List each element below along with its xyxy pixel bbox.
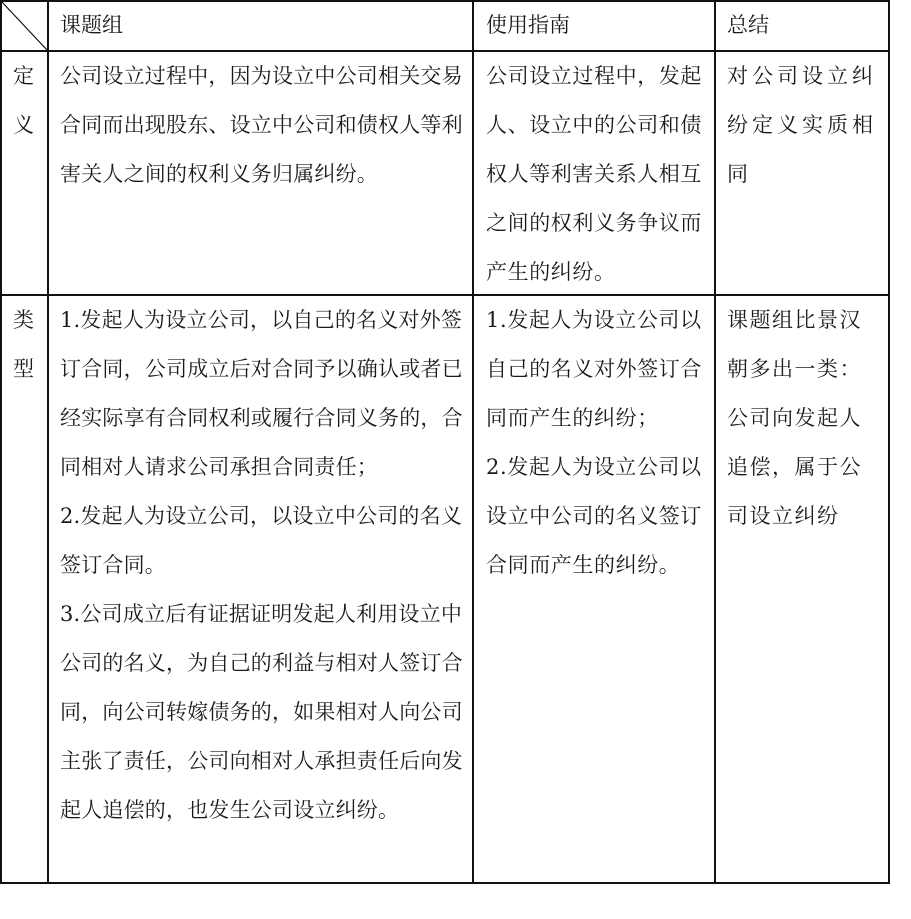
column-divider-2 xyxy=(472,0,474,884)
table-border-bottom xyxy=(0,882,890,884)
row-label-definition: 定义 xyxy=(13,64,34,137)
column-divider-3 xyxy=(714,0,716,884)
header-col-research-group: 课题组 xyxy=(60,13,123,37)
corner-diagonal xyxy=(0,0,50,52)
table-border-left xyxy=(0,0,2,884)
types-research-group-item-1: 1.发起人为设立公司，以自己的名义对外签订合同，公司成立后对合同予以确认或者已经实际享有合同权利或履行合同义务的，合同相对人请求公司承担合同责任； xyxy=(60,308,463,479)
types-guide-item-1: 1.发起人为设立公司以自己的名义对外签订合同而产生的纠纷； xyxy=(486,308,702,430)
row-label-types: 类型 xyxy=(13,308,34,381)
types-research-group-item-2: 2.发起人为设立公司，以设立中公司的名义签订合同。 xyxy=(60,504,463,577)
types-summary: 课题组比景汉朝多出一类：公司向发起人追偿，属于公司设立纠纷 xyxy=(727,308,862,528)
definition-research-group: 公司设立过程中，因为设立中公司相关交易合同而出现股东、设立中公司和债权人等利害关人之间的权利义务归属纠纷。 xyxy=(60,64,463,186)
types-guide xyxy=(486,296,708,590)
header-col-summary: 总结 xyxy=(727,13,769,37)
definition-guide: 公司设立过程中，发起人、设立中的公司和债权人等利害关系人相互之间的权利义务争议而产生的纠纷。 xyxy=(486,64,702,284)
table-border-right xyxy=(888,0,890,884)
types-research-group-item-3: 3.公司成立后有证据证明发起人利用设立中公司的名义，为自己的利益与相对人签订合同，向公司转嫁债务的，如果相对人向公司主张了责任，公司向相对人承担责任后向发起人追偿的，也发生公司设立纠纷。 xyxy=(60,602,463,822)
definition-summary: 对公司设立纠纷定义实质相同 xyxy=(727,64,877,186)
types-research-group xyxy=(60,296,466,835)
types-guide-item-2: 2.发起人为设立公司以设立中公司的名义签订合同而产生的纠纷。 xyxy=(486,455,702,577)
header-col-guide: 使用指南 xyxy=(486,13,570,37)
column-divider-1 xyxy=(47,0,49,884)
